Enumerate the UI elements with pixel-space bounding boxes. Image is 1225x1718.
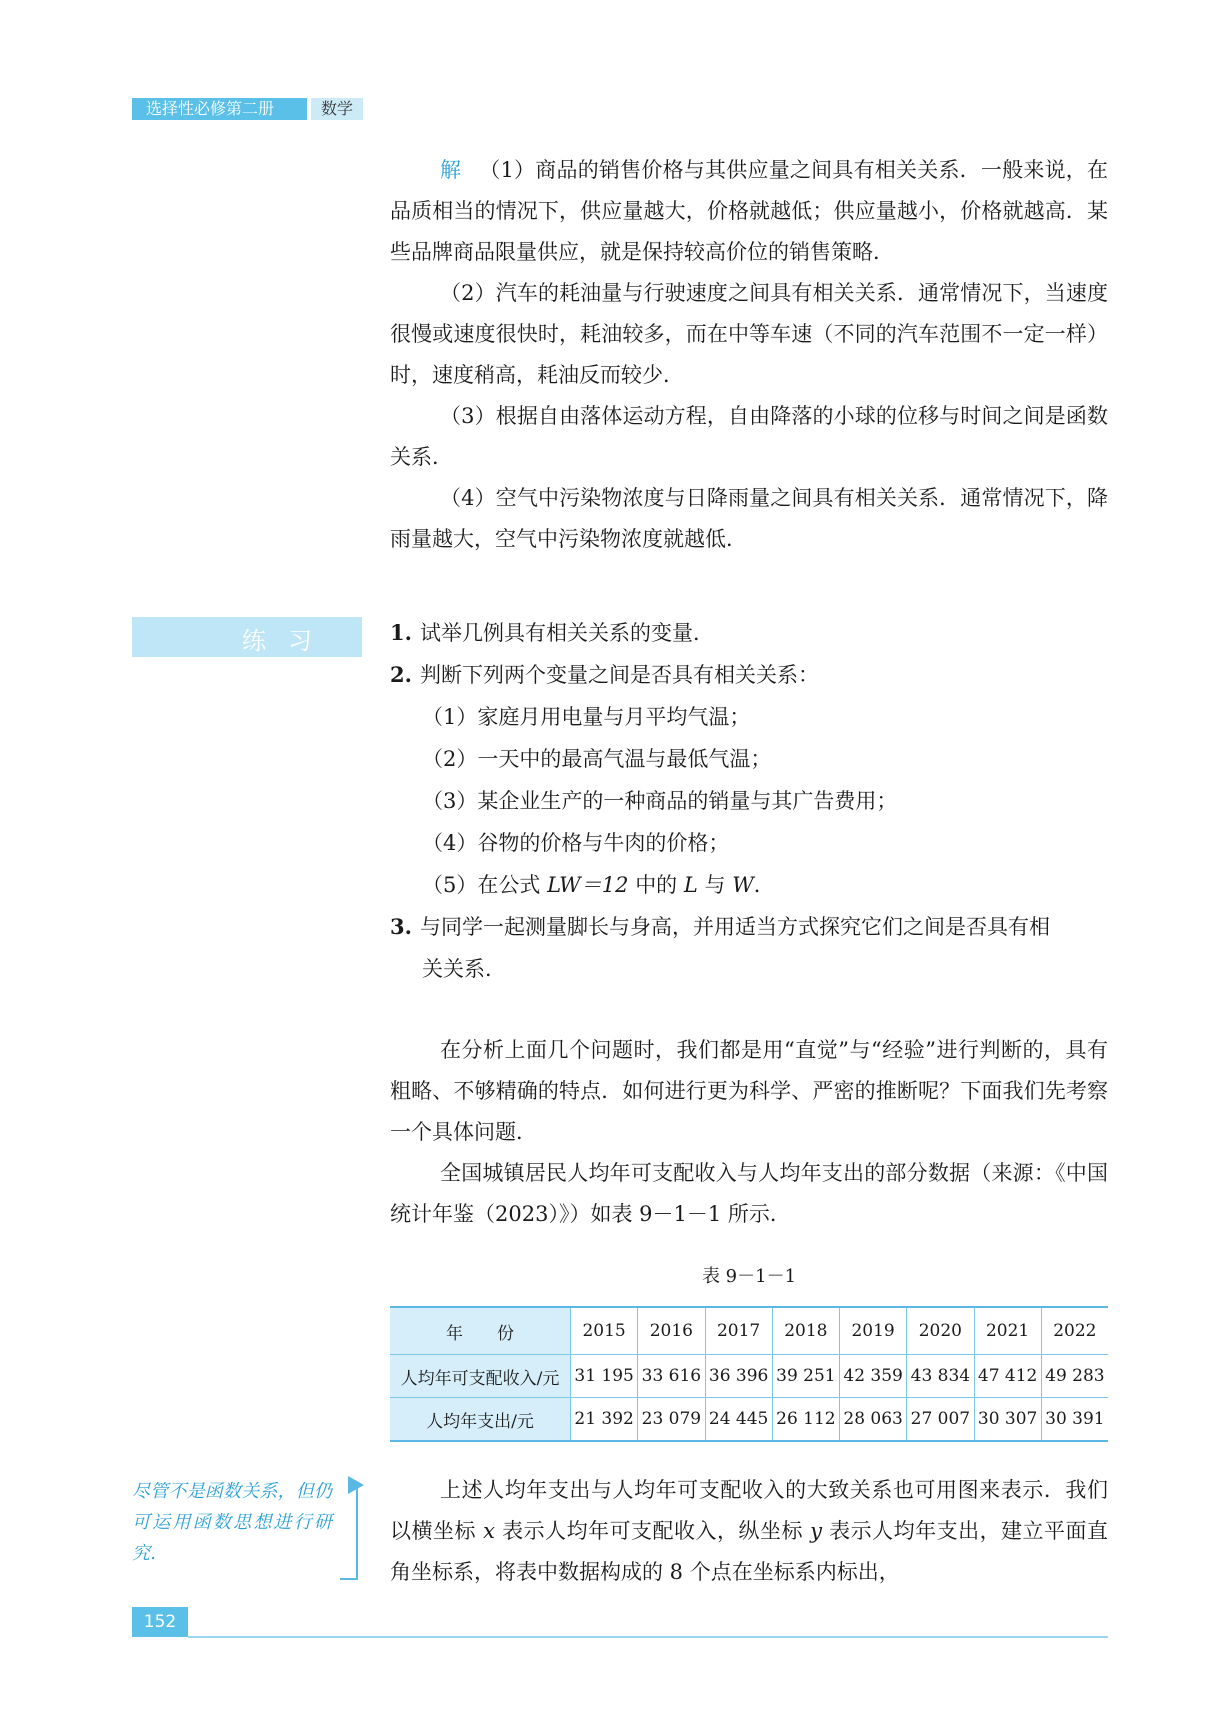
solution-paragraph-2: （2）汽车的耗油量与行驶速度之间具有相关关系．通常情况下，当速度很慢或速度很快时，耗油较多，而在中等车速（不同的汽车范围不一定一样）时，速度稍高，耗油反而较少． bbox=[390, 281, 1108, 387]
side-note-rule bbox=[356, 1484, 358, 1578]
table-cell: 43 834 bbox=[907, 1355, 974, 1398]
question-number: 2. bbox=[390, 662, 412, 687]
question-2-item-2: （2）一天中的最高气温与最低气温； bbox=[422, 747, 772, 771]
exercise-list bbox=[390, 612, 1108, 990]
table-row bbox=[390, 1355, 1108, 1398]
body-section bbox=[390, 1030, 1108, 1235]
table-cell: 28 063 bbox=[840, 1398, 907, 1442]
table-year: 2015 bbox=[571, 1307, 638, 1355]
solution-text-1: （1）商品的销售价格与其供应量之间具有相关关系．一般来说，在品质相当的情况下，供应量越大，价格就越低；供应量越小，价格就越高．某些品牌商品限量供应，就是保持较高价位的销售策略． bbox=[390, 158, 1109, 264]
solution-paragraph-1 bbox=[390, 150, 1108, 273]
last-section bbox=[390, 1470, 1108, 1593]
solution-paragraph-3: （3）根据自由落体运动方程，自由降落的小球的位移与时间之间是函数关系． bbox=[390, 404, 1108, 469]
table-year: 2016 bbox=[638, 1307, 705, 1355]
variable-W: W bbox=[732, 873, 754, 897]
table-year: 2018 bbox=[772, 1307, 839, 1355]
question-2-item-1: （1）家庭月用电量与月平均气温； bbox=[422, 705, 751, 729]
table-cell: 47 412 bbox=[974, 1355, 1041, 1398]
book-title: 选择性必修第二册 bbox=[132, 98, 307, 120]
variable-x: x bbox=[483, 1519, 495, 1543]
table-year: 2020 bbox=[907, 1307, 974, 1355]
exercise-title: 练习 bbox=[242, 627, 334, 655]
item-text: （5）在公式 bbox=[422, 873, 541, 897]
table-row-label: 人均年可支配收入/元 bbox=[390, 1355, 571, 1398]
paragraph-text: 上述人均年支出与人均年可支配收入的大致关系也可用图来表示．我们以横坐标 bbox=[390, 1478, 1108, 1543]
footer-rule bbox=[188, 1636, 1108, 1638]
table-cell: 26 112 bbox=[772, 1398, 839, 1442]
variable-L: L bbox=[683, 873, 698, 897]
exercise-question-1 bbox=[390, 612, 1108, 654]
page-number: 152 bbox=[132, 1607, 188, 1637]
table-cell: 30 391 bbox=[1041, 1398, 1108, 1442]
paragraph-text: 表示人均年支出，建立平面直角坐标系，将表中数据构成的 8 个点在坐标系内标出， bbox=[390, 1519, 1109, 1584]
table-cell: 24 445 bbox=[705, 1398, 772, 1442]
table-header-label: 年 份 bbox=[390, 1307, 571, 1355]
table-cell: 33 616 bbox=[638, 1355, 705, 1398]
running-header bbox=[132, 98, 363, 120]
body-paragraph-1: 在分析上面几个问题时，我们都是用“直觉”与“经验”进行判断的，具有粗略、不够精确的特点．如何进行更为科学、严密的推断呢？下面我们先考察一个具体问题． bbox=[390, 1038, 1108, 1144]
table-cell: 31 195 bbox=[571, 1355, 638, 1398]
question-number: 1. bbox=[390, 620, 412, 645]
table-row bbox=[390, 1398, 1108, 1442]
question-2-item-5 bbox=[390, 864, 1108, 906]
table-cell: 39 251 bbox=[772, 1355, 839, 1398]
question-2-item-3: （3）某企业生产的一种商品的销量与其广告费用； bbox=[422, 789, 898, 813]
item-text: ． bbox=[753, 873, 775, 897]
subject-label: 数学 bbox=[311, 98, 363, 120]
side-note-rule-bottom bbox=[340, 1578, 358, 1580]
table-year: 2022 bbox=[1041, 1307, 1108, 1355]
data-table bbox=[390, 1306, 1108, 1442]
solution-section bbox=[390, 150, 1108, 560]
question-2-item-4: （4）谷物的价格与牛肉的价格； bbox=[422, 831, 730, 855]
table-cell: 21 392 bbox=[571, 1398, 638, 1442]
question-text: 判断下列两个变量之间是否具有相关关系： bbox=[420, 663, 819, 687]
table-year: 2021 bbox=[974, 1307, 1041, 1355]
exercise-question-2 bbox=[390, 654, 1108, 696]
solution-keyword: 解 bbox=[440, 158, 462, 182]
question-number: 3. bbox=[390, 914, 412, 939]
item-text: 中的 bbox=[635, 873, 678, 897]
paragraph-text: 表示人均年可支配收入，纵坐标 bbox=[502, 1519, 803, 1543]
question-text: 与同学一起测量脚长与身高，并用适当方式探究它们之间是否具有相 bbox=[420, 915, 1050, 939]
table-row-label: 人均年支出/元 bbox=[390, 1398, 571, 1442]
table-caption: 表 9－1－1 bbox=[701, 1266, 797, 1287]
table-cell: 23 079 bbox=[638, 1398, 705, 1442]
item-text: 与 bbox=[704, 873, 726, 897]
table-cell: 30 307 bbox=[974, 1398, 1041, 1442]
last-paragraph bbox=[390, 1470, 1108, 1593]
question-3-continuation: 关关系． bbox=[422, 957, 506, 981]
table-header-row bbox=[390, 1307, 1108, 1355]
question-text: 试举几例具有相关关系的变量． bbox=[420, 621, 714, 645]
formula: LW＝12 bbox=[547, 873, 629, 897]
side-note: 尽管不是函数关系，但仍可运用函数思想进行研究． bbox=[132, 1481, 332, 1564]
variable-y: y bbox=[810, 1519, 822, 1543]
body-paragraph-2: 全国城镇居民人均年可支配收入与人均年支出的部分数据（来源：《中国统计年鉴（2023）》）如表 9－1－1 所示． bbox=[390, 1161, 1108, 1226]
table-cell: 27 007 bbox=[907, 1398, 974, 1442]
table-year: 2019 bbox=[840, 1307, 907, 1355]
table-cell: 42 359 bbox=[840, 1355, 907, 1398]
table-cell: 49 283 bbox=[1041, 1355, 1108, 1398]
solution-paragraph-4: （4）空气中污染物浓度与日降雨量之间具有相关关系．通常情况下，降雨量越大，空气中污染物浓度就越低． bbox=[390, 486, 1108, 551]
exercise-question-3 bbox=[390, 906, 1108, 948]
table-year: 2017 bbox=[705, 1307, 772, 1355]
table-cell: 36 396 bbox=[705, 1355, 772, 1398]
exercise-title-bar bbox=[132, 617, 362, 657]
